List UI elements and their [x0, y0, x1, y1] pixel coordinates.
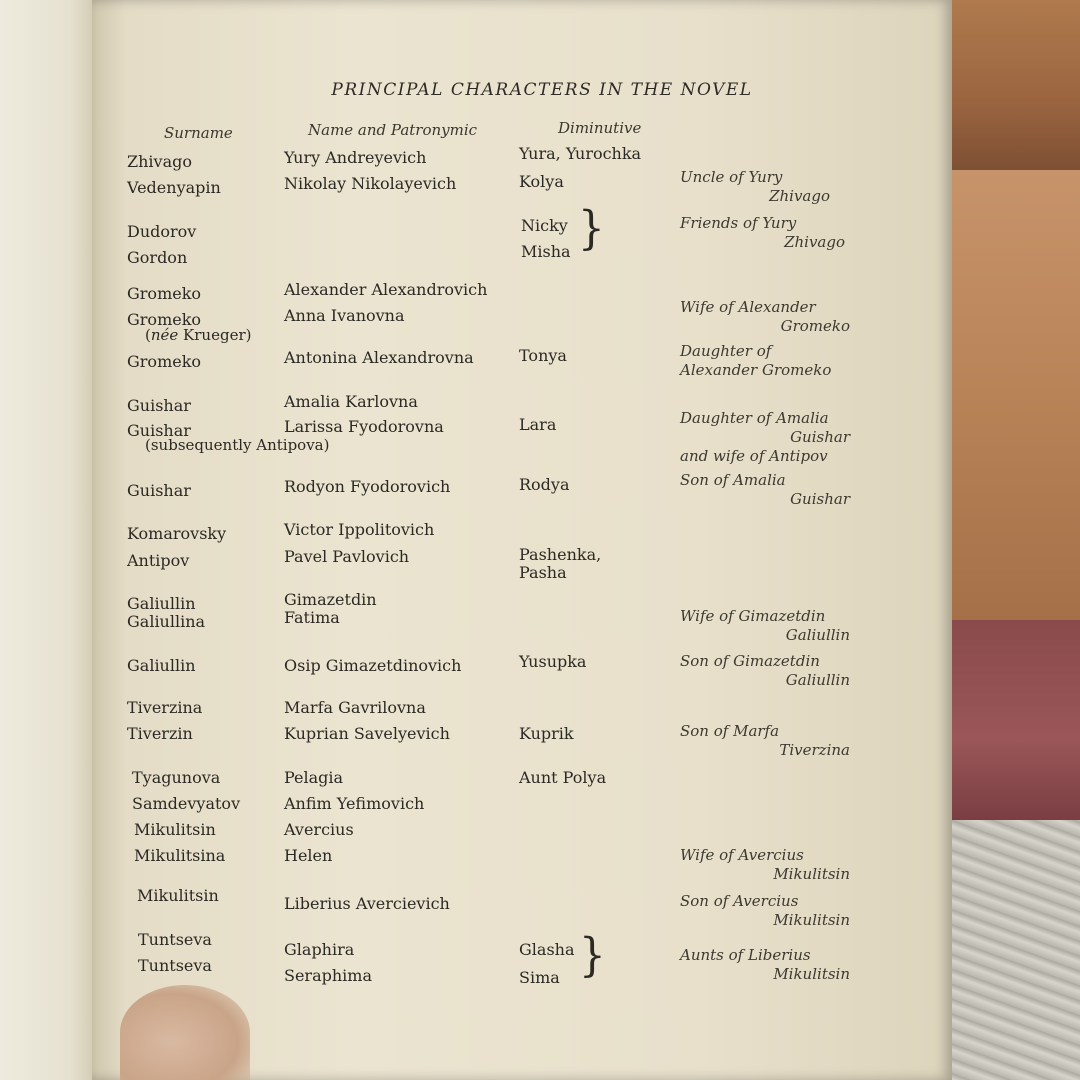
- name-cell: Rodyon Fyodorovich: [284, 477, 451, 496]
- surname-cell: Mikulitsin: [137, 886, 219, 905]
- diminutive-cell: Tonya: [519, 346, 567, 365]
- surname-cell: Dudorov: [127, 222, 197, 241]
- relation-note: Friends of Yury Zhivago: [680, 214, 845, 251]
- relation-note: Wife of Gimazetdin Galiullin: [680, 607, 850, 644]
- thumb: [120, 985, 250, 1080]
- subsequent-name-note: (subsequently Antipova): [145, 436, 330, 454]
- name-cell: Kuprian Savelyevich: [284, 724, 450, 743]
- surname-cell: Tiverzin: [127, 724, 193, 743]
- name-cell: Victor Ippolitovich: [284, 520, 435, 539]
- relation-note: Son of Amalia Guishar: [680, 471, 850, 508]
- surname-cell: Galiullina: [127, 612, 206, 631]
- surname-cell: Gromeko: [127, 310, 202, 329]
- left-facing-page: [0, 0, 100, 1080]
- surname-cell: Gromeko: [127, 284, 202, 303]
- book-page: [92, 0, 952, 1080]
- name-cell: Seraphima: [284, 966, 372, 985]
- name-cell: Anfim Yefimovich: [284, 794, 425, 813]
- surname-cell: Guishar: [127, 396, 191, 415]
- name-cell: Avercius: [284, 820, 354, 839]
- diminutive-cell: Kolya: [519, 172, 564, 191]
- surname-cell: Antipov: [127, 551, 190, 570]
- name-cell: Pavel Pavlovich: [284, 547, 410, 566]
- name-cell: Yury Andreyevich: [284, 148, 427, 167]
- name-cell: Osip Gimazetdinovich: [284, 656, 462, 675]
- surname-cell: Mikulitsina: [134, 846, 226, 865]
- name-cell: Amalia Karlovna: [284, 392, 418, 411]
- name-cell: Helen: [284, 846, 333, 865]
- surname-cell: Galiullin: [127, 656, 196, 675]
- header-name: Name and Patronymic: [308, 121, 478, 139]
- page-title: PRINCIPAL CHARACTERS IN THE NOVEL: [331, 80, 753, 100]
- name-cell: Alexander Alexandrovich: [284, 280, 488, 299]
- relation-note: Son of Avercius Mikulitsin: [680, 892, 850, 929]
- diminutive-cell: Sima: [519, 968, 560, 987]
- surname-cell: Zhivago: [127, 152, 192, 171]
- surname-cell: Tiverzina: [127, 698, 203, 717]
- surname-cell: Mikulitsin: [134, 820, 216, 839]
- diminutive-cell-line2: Pasha: [519, 563, 567, 582]
- relation-note: Wife of Alexander Gromeko: [680, 298, 850, 335]
- surname-cell: Guishar: [127, 481, 191, 500]
- relation-note: Daughter of Alexander Gromeko: [680, 342, 832, 379]
- diminutive-cell: Glasha: [519, 940, 575, 959]
- surname-cell: Tyagunova: [132, 768, 221, 787]
- header-surname: Surname: [164, 124, 233, 142]
- grouping-brace: }: [578, 200, 605, 255]
- header-diminutive: Diminutive: [558, 119, 642, 137]
- name-cell: Liberius Avercievich: [284, 894, 450, 913]
- relation-note: Wife of Avercius Mikulitsin: [680, 846, 850, 883]
- surname-cell: Gordon: [127, 248, 188, 267]
- surname-cell: Tuntseva: [138, 956, 212, 975]
- diminutive-cell: Rodya: [519, 475, 570, 494]
- diminutive-cell: Yusupka: [519, 652, 587, 671]
- name-cell: Anna Ivanovna: [284, 306, 405, 325]
- surname-cell: Vedenyapin: [127, 178, 221, 197]
- relation-note: Uncle of Yury Zhivago: [680, 168, 830, 205]
- surname-cell: Tuntseva: [138, 930, 212, 949]
- diminutive-cell: Lara: [519, 415, 557, 434]
- name-cell: Larissa Fyodorovna: [284, 417, 444, 436]
- surname-cell: Gromeko: [127, 352, 202, 371]
- diminutive-cell: Yura, Yurochka: [519, 144, 642, 163]
- name-cell: Nikolay Nikolayevich: [284, 174, 457, 193]
- background-knit: [930, 820, 1080, 1080]
- relation-note: Aunts of Liberius Mikulitsin: [680, 946, 850, 983]
- surname-cell: Galiullin: [127, 594, 196, 613]
- diminutive-cell: Kuprik: [519, 724, 574, 743]
- background-cloth: [930, 620, 1080, 820]
- diminutive-cell: Nicky: [521, 216, 568, 235]
- maiden-name-note: (née Krueger): [145, 326, 252, 344]
- name-cell: Glaphira: [284, 940, 355, 959]
- name-cell: Marfa Gavrilovna: [284, 698, 426, 717]
- diminutive-cell: Pashenka,: [519, 545, 602, 564]
- name-cell: Fatima: [284, 608, 340, 627]
- diminutive-cell: Aunt Polya: [519, 768, 607, 787]
- surname-cell: Guishar: [127, 421, 191, 440]
- surname-cell: Komarovsky: [127, 524, 227, 543]
- name-cell: Gimazetdin: [284, 590, 377, 609]
- relation-note: Son of Gimazetdin Galiullin: [680, 652, 850, 689]
- background-wall: [930, 170, 1080, 620]
- surname-cell: Samdevyatov: [132, 794, 241, 813]
- relation-note: Son of Marfa Tiverzina: [680, 722, 850, 759]
- name-cell: Pelagia: [284, 768, 344, 787]
- relation-note: Daughter of Amalia Guishar and wife of Antipov: [680, 409, 850, 465]
- name-cell: Antonina Alexandrovna: [284, 348, 474, 367]
- grouping-brace: }: [579, 927, 606, 982]
- diminutive-cell: Misha: [521, 242, 571, 261]
- background-wood: [930, 0, 1080, 170]
